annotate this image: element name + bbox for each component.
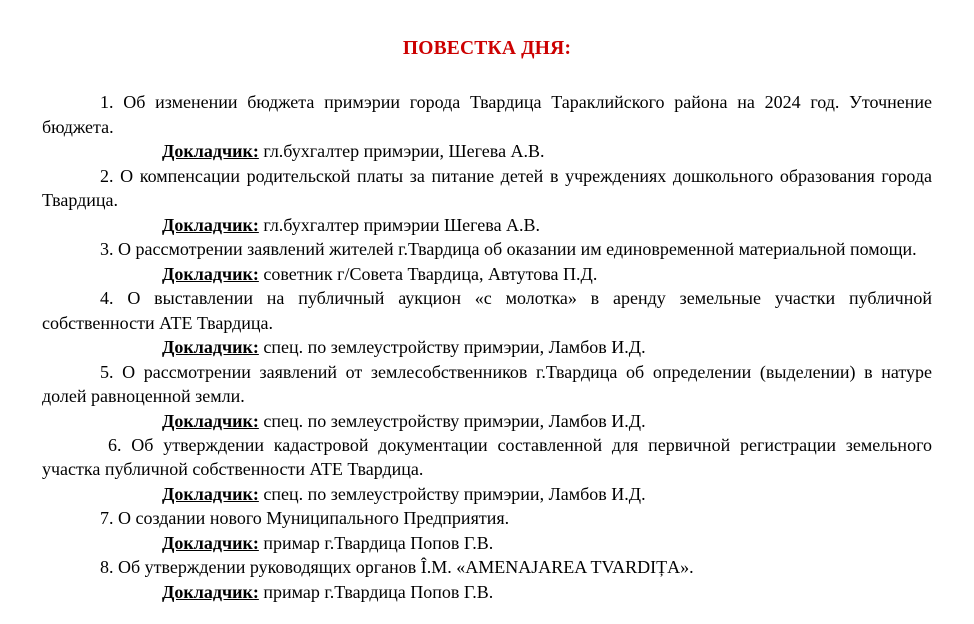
agenda-item [42, 506, 932, 555]
agenda-item [42, 286, 932, 359]
speaker-label: Докладчик: [162, 410, 259, 431]
speaker-label: Докладчик: [162, 532, 259, 553]
speaker-label: Докладчик: [162, 581, 259, 602]
agenda-item-text: 8. Об утверждении руководящих органов Î.M. «AMENAJAREA TVARDIȚA». [100, 557, 694, 578]
speaker-line [42, 139, 932, 163]
agenda-item-text: 2. О компенсации родительской платы за питание детей в учреждениях дошкольного образования города Твардица. [42, 165, 932, 211]
speaker-name: гл.бухгалтер примэрии, Шегева А.В. [263, 141, 545, 162]
page-title: ПОВЕСТКА ДНЯ: [402, 38, 572, 59]
agenda-item-text: 3. О рассмотрении заявлений жителей г.Твардица об оказании им единовременной материальной помощи. [100, 239, 917, 260]
agenda-item [42, 237, 932, 286]
speaker-name: спец. по землеустройству примэрии, Ламбов И.Д. [263, 410, 646, 431]
speaker-label: Докладчик: [162, 214, 259, 235]
speaker-label: Докладчик: [162, 483, 259, 504]
agenda-item-text: 7. О создании нового Муниципального Предприятия. [100, 508, 510, 529]
speaker-label: Докладчик: [162, 263, 259, 284]
agenda-item [42, 360, 932, 433]
agenda-item-text: 1. Об изменении бюджета примэрии города Твардица Тараклийского района на 2024 год. Уточнение бюджета. [42, 92, 932, 137]
speaker-name: спец. по землеустройству примэрии, Ламбов И.Д. [263, 483, 646, 504]
agenda-item [42, 433, 932, 506]
agenda-list [42, 60, 932, 604]
agenda-item [42, 164, 932, 237]
speaker-line [42, 531, 932, 555]
speaker-line [42, 213, 932, 237]
speaker-name: гл.бухгалтер примэрии Шегева А.В. [263, 214, 541, 235]
agenda-item-text: 6. Об утверждении кадастровой документации составленной для первичной регистрации земельного участка публичной собственности АТЕ Твардица. [42, 434, 932, 480]
speaker-name: советник г/Совета Твардица, Автутова П.Д. [263, 263, 598, 284]
speaker-name: спец. по землеустройству примэрии, Ламбов И.Д. [263, 337, 646, 358]
agenda-item-text: 5. О рассмотрении заявлений от землесобственников г.Твардица об определении (выделении) в натуре долей равноценной земли. [42, 361, 932, 407]
speaker-name: примар г.Твардица Попов Г.В. [263, 532, 494, 553]
speaker-label: Докладчик: [162, 337, 259, 358]
speaker-line [42, 580, 932, 604]
speaker-line [42, 409, 932, 433]
agenda-item [42, 555, 932, 604]
agenda-item [42, 90, 932, 163]
speaker-line [42, 262, 932, 286]
speaker-name: примар г.Твардица Попов Г.В. [263, 581, 494, 602]
speaker-label: Докладчик: [162, 141, 259, 162]
agenda-item-text: 4. О выставлении на публичный аукцион «с молотка» в аренду земельные участки публичной собственности АТЕ Твардица. [42, 288, 932, 333]
speaker-line [42, 335, 932, 359]
speaker-line [42, 482, 932, 506]
